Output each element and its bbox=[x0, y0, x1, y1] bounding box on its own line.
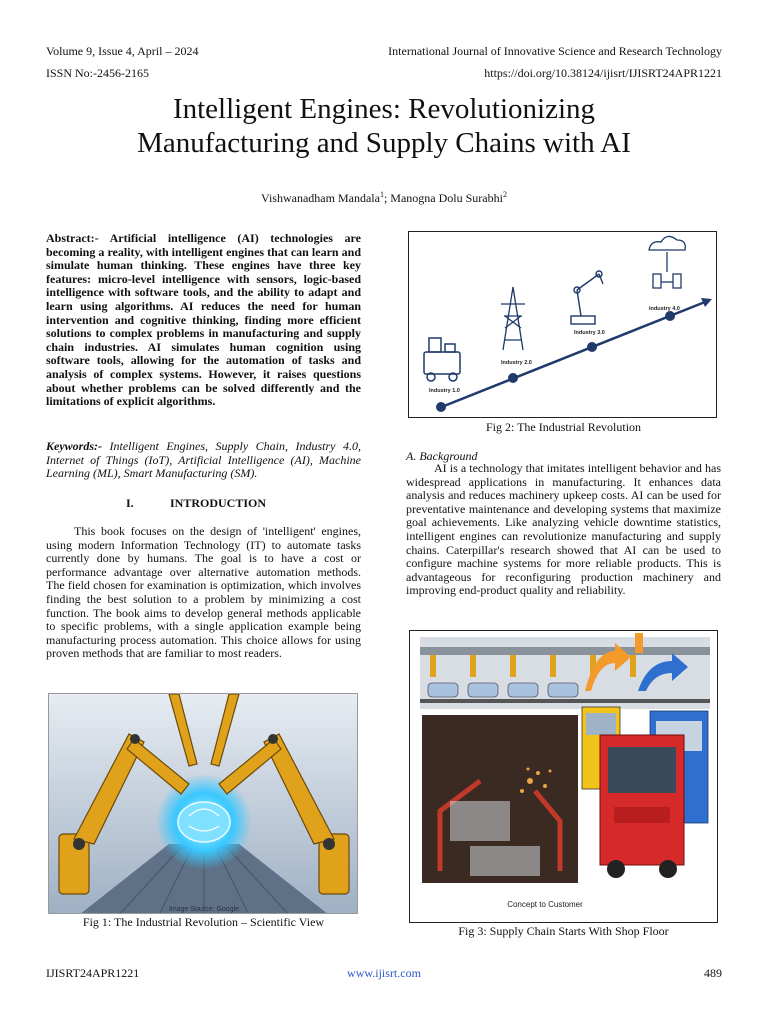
figure-1-caption: Fig 1: The Industrial Revolution – Scientific View bbox=[82, 915, 325, 929]
page-number: 489 bbox=[704, 966, 722, 980]
figure-2-caption: Fig 2: The Industrial Revolution bbox=[485, 420, 642, 434]
title-line-2: Manufacturing and Supply Chains with AI bbox=[137, 127, 631, 159]
author-2-affil: 2 bbox=[502, 190, 507, 199]
figure-1-image bbox=[48, 693, 358, 914]
concept-to-customer-label: Concept to Customer bbox=[507, 900, 583, 909]
authors bbox=[0, 190, 768, 206]
intro-paragraph: This book focuses on the design of 'intelligent' engines, using modern Information Technology (IT) to automate tasks currently done by humans. The goal is to have a cost or performance advantage over alternative automation methods. The field chosen for examination is optimization, which involves finding the best solution to a problem by minimizing a cost function. The book aims to develop general methods applicable to specific problems, with a single application example being manufacturing process automation. This choice allows for using proven methods that are familiar to most readers. bbox=[46, 524, 361, 661]
subsection-heading: A. Background bbox=[406, 449, 478, 463]
author-2: Manogna Dolu Surabhi bbox=[390, 191, 503, 205]
figure-2-image bbox=[408, 231, 717, 418]
author-1: Vishwanadham Mandala bbox=[261, 191, 380, 205]
figure-3-caption: Fig 3: Supply Chain Starts With Shop Floor bbox=[458, 924, 669, 938]
author-1-affil: 1 bbox=[379, 190, 384, 199]
image-source-note: Image Source: Google bbox=[168, 906, 240, 913]
supply-chain-illustration bbox=[410, 631, 718, 923]
train-icon bbox=[424, 338, 460, 381]
power-pylon-icon bbox=[501, 287, 525, 350]
robot-arm-icon bbox=[571, 271, 603, 324]
issn: ISSN No:-2456-2165 bbox=[46, 66, 150, 80]
robot-arms-illustration bbox=[49, 694, 358, 914]
background-paragraph: AI is a technology that imitates intelligent behavior and has widespread applications in manufacturing. It enhances data analysis and reduces machinery upkeep costs. AI can be used for preventative maintenance and developing systems that maximize goal achievements. Like analyzing vehicle downtime statistics, intelligent engines can revolutionize manufacturing and supply chains. Caterpillar's research showed that AI can be used to configure machine systems for more reliable products. This is advantageous for reconfiguring production machinery and improving end-product quality and reliability. bbox=[406, 461, 721, 598]
abstract-label: Abstract:- bbox=[46, 231, 99, 245]
stage-label-3: Industry 3.0 bbox=[574, 330, 605, 336]
section-title: INTRODUCTION bbox=[170, 496, 267, 510]
keywords-label: Keywords:- bbox=[46, 439, 102, 453]
keywords bbox=[46, 440, 361, 481]
volume-info: Volume 9, Issue 4, April – 2024 bbox=[46, 44, 199, 58]
paper-title bbox=[0, 92, 768, 160]
abstract-text: Artificial intelligence (AI) technologies are becoming a reality, with intelligent engines that can learn and simulate human thinking. These engines have three key features: micro-level intelligence with sensors, logic-based intelligence with software tools, and the ability to adapt and learn using algorithms. AI reduces the need for human intervention and cognitive thinking, finding more efficient solutions to complex problems in manufacturing and supply chain industries. AI simulates human cognition using software tools, allowing for the automation of tasks and analysis of complex systems. However, it raises questions about whether problems can be solved differently and the limitations of explicit algorithms. bbox=[46, 231, 361, 409]
stage-label-4: Industry 4.0 bbox=[649, 306, 680, 312]
abstract bbox=[46, 232, 361, 409]
doi-link[interactable]: https://doi.org/10.38124/ijisrt/IJISRT24APR1221 bbox=[484, 66, 722, 80]
cloud-iot-icon bbox=[649, 236, 685, 288]
section-number: I. bbox=[126, 496, 134, 510]
industrial-revolution-timeline bbox=[409, 232, 717, 418]
keywords-text: Intelligent Engines, Supply Chain, Industry 4.0, Internet of Things (IoT), Artificial Intelligence (AI), Machine Learning (ML), Smart Manufacturing (SM). bbox=[46, 439, 361, 481]
title-line-1: Intelligent Engines: Revolutionizing bbox=[172, 93, 596, 125]
figure-3-image bbox=[409, 630, 718, 923]
stage-label-2: Industry 2.0 bbox=[501, 360, 532, 366]
stage-label-1: Industry 1.0 bbox=[429, 388, 460, 394]
journal-name: International Journal of Innovative Science and Research Technology bbox=[388, 44, 722, 58]
footer-paper-id: IJISRT24APR1221 bbox=[46, 966, 140, 980]
author-separator: ; bbox=[383, 191, 391, 205]
footer-website-link[interactable]: www.ijisrt.com bbox=[347, 966, 421, 980]
